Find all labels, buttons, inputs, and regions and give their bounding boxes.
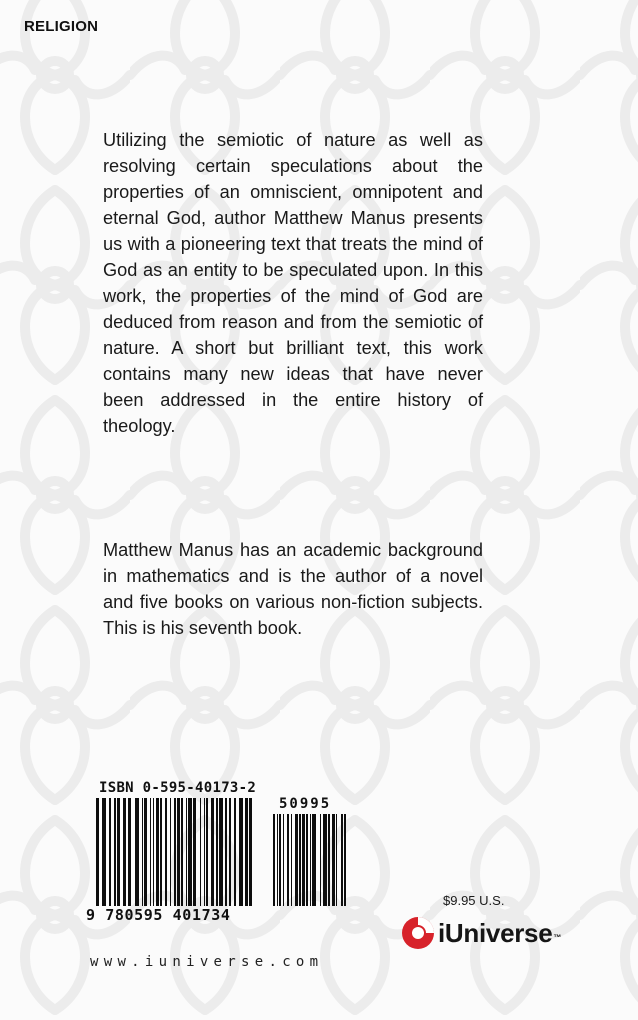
iuniverse-swirl-icon	[400, 915, 436, 951]
trademark-symbol: ™	[553, 932, 562, 942]
barcode-addon-icon	[273, 814, 346, 906]
price-code: 50995	[279, 796, 332, 812]
publisher-logo	[400, 915, 561, 951]
publisher-name: iUniverse	[438, 917, 553, 948]
ean-digits: 9 780595 401734	[86, 906, 231, 924]
book-description: Utilizing the semiotic of nature as well as resolving certain speculations about the properties of an omniscient, omnipotent and eternal God, author Matthew Manus presents us with a pioneering text that treats the mind of God as an entity to be speculated upon. In this work, the properties of the mind of God are deduced from reason and from the semiotic of nature. A short but brilliant text, this work contains many new ideas that have never been addressed in the entire history of theology.	[103, 130, 483, 436]
isbn-label: ISBN 0-595-40173-2	[99, 780, 257, 796]
category-label: RELIGION	[24, 18, 99, 35]
publisher-website: www.iuniverse.com	[90, 954, 324, 970]
price-label: $9.95 U.S.	[443, 893, 505, 908]
author-bio: Matthew Manus has an academic background in mathematics and is the author of a novel and five books on various non-fiction subjects. This is his seventh book.	[103, 540, 483, 638]
barcode-icon	[96, 798, 254, 906]
